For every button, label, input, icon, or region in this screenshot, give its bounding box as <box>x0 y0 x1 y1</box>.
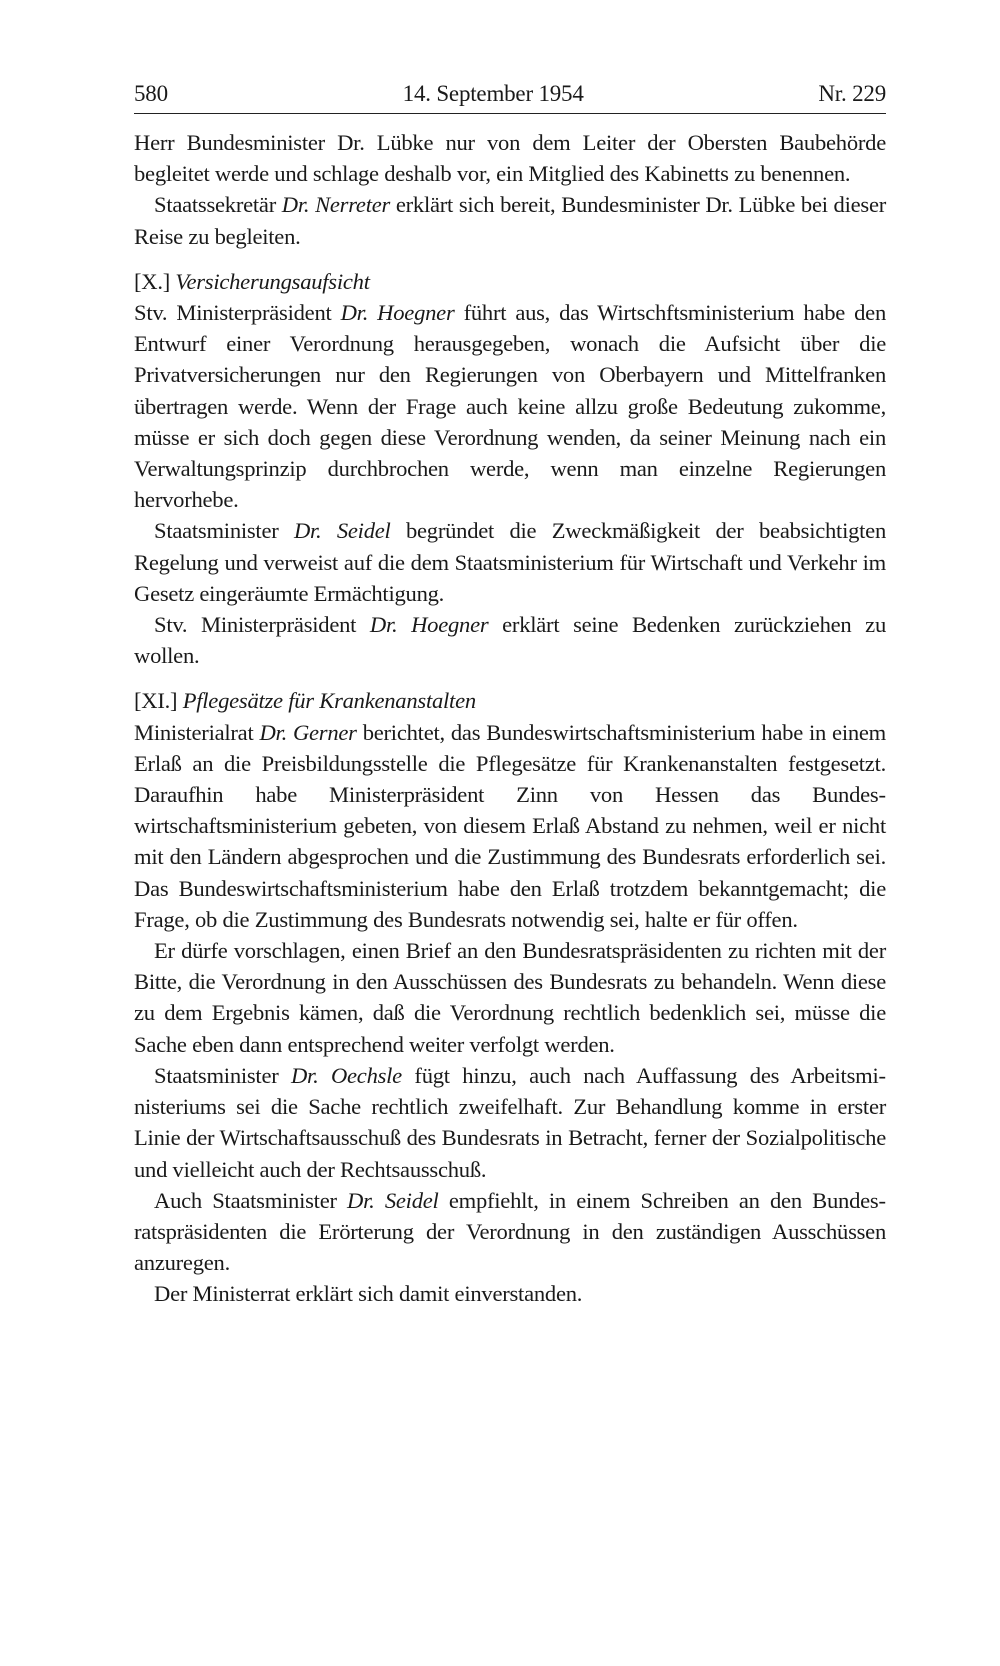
paragraph <box>134 515 886 609</box>
body-text <box>134 127 886 1310</box>
text-run: Auch Staatsminister <box>154 1187 348 1213</box>
page-number: 580 <box>134 81 168 106</box>
paragraph <box>134 1185 886 1279</box>
italic-name: Dr. Gerner <box>259 719 357 745</box>
paragraph <box>134 1278 886 1309</box>
document-page <box>134 80 886 1310</box>
text-run: Herr Bundesminister Dr. Lübke nur von dem Leiter der Obersten Baubehörde begleitet werde und schlage deshalb vor, ein Mitglied des Kabinetts zu benennen. <box>134 130 886 187</box>
section-heading <box>134 266 886 297</box>
text-run: Er dürfe vorschlagen, einen Brief an den Bundesratspräsidenten zu richten mit der Bitte, die Verordnung in den Ausschüssen des Bundesrats zu behandeln. Wenn diese zu dem Ergebnis kämen, daß die Verordnung rechtlich bedenklich sei, müsse die Sache eben dann entsprechend weiter verfolgt werden. <box>134 938 886 1057</box>
italic-name: Dr. Seidel <box>293 518 391 544</box>
italic-name: Dr. Seidel <box>347 1187 439 1213</box>
text-run: erklärt sich bereit, Bundesminister Dr. Lübke bei dieser Reise zu begleiten. <box>134 192 886 249</box>
text-run: Ministerialrat <box>134 719 260 745</box>
text-run: Der Ministerrat erklärt sich damit einverstanden. <box>154 1281 583 1307</box>
paragraph <box>134 127 886 189</box>
text-run: empfiehlt, in einem Schreiben an den Bundesratspräsidenten die Erörterung der Verordnung in den zuständigen Ausschüssen anzuregen. <box>134 1187 886 1276</box>
paragraph <box>134 717 886 935</box>
text-run: Staatssekretär <box>154 192 282 218</box>
text-run: berichtet, das Bundeswirtschaftsministerium habe in einem Erlaß an die Preisbildungsstelle die Pflegesätze für Krankenanstalten festgesetzt. Daraufhin habe Ministerpräsident Zinn von Hessen das Bundeswirtschaftsministerium gebeten, von diesem Erlaß Abstand zu nehmen, weil er nicht mit den Ländern abgesprochen und die Zustimmung des Bundesrats erforderlich sei. Das Bundeswirtschaftsministerium habe den Erlaß trotzdem bekanntgemacht; die Frage, ob die Zustimmung des Bundesrats notwendig sei, halte er für offen. <box>134 719 887 932</box>
paragraph <box>134 609 886 671</box>
italic-name: Dr. Hoegner <box>340 300 455 326</box>
text-run: [XI.] <box>134 688 183 714</box>
paragraph <box>134 935 886 1060</box>
italic-name: Dr. Nerreter <box>281 192 391 218</box>
paragraph <box>134 1060 886 1185</box>
paragraph <box>134 297 886 515</box>
text-run: Staatsminister <box>154 1062 291 1088</box>
header-date: 14. September 1954 <box>402 81 584 106</box>
text-run: erklärt seine Bedenken zurückziehen zu wollen. <box>134 612 886 669</box>
paragraph <box>134 189 886 251</box>
text-run: begründet die Zweckmäßigkeit der beabsichtigten Regelung und verweist auf die dem Staatsministerium für Wirtschaft und Verkehr im Gesetz eingeräumte Ermächtigung. <box>134 518 886 606</box>
text-run: fügt hinzu, auch nach Auffassung des Arbeitsministeriums sei die Sache rechtlich zweifelhaft. Zur Behandlung komme in erster Linie der Wirtschaftsausschuß des Bundesrats in Betracht, ferner der Sozialpolitische und vielleicht auch der Rechtsausschuß. <box>134 1062 886 1182</box>
running-head <box>134 80 886 114</box>
text-run: führt aus, das Wirtschftsministerium habe den Entwurf einer Verordnung herausgegeben, wonach die Aufsicht über die Privatversicherungen nur den Regierungen von Oberbayern und Mittelfranken übertragen werde. Wenn der Frage auch keine allzu große Bedeutung zukomme, müsse er sich doch gegen diese Verordnung wenden, da seiner Meinung nach ein Verwaltungsprinzip durchbrochen werde, wenn man einzelne Regierungen hervorhebe. <box>134 300 887 513</box>
italic-name: Dr. Oechsle <box>290 1062 402 1088</box>
italic-name: Versicherungsaufsicht <box>175 268 370 294</box>
text-run: Staatsminister <box>154 518 294 544</box>
text-run: Stv. Ministerpräsident <box>134 300 341 326</box>
text-run: [X.] <box>134 268 176 294</box>
italic-name: Dr. Hoegner <box>369 612 489 638</box>
section-heading <box>134 685 886 716</box>
text-run: Stv. Ministerpräsident <box>154 612 370 638</box>
italic-name: Pflegesätze für Krankenanstalten <box>182 688 476 714</box>
issue-number: Nr. 229 <box>818 81 886 106</box>
